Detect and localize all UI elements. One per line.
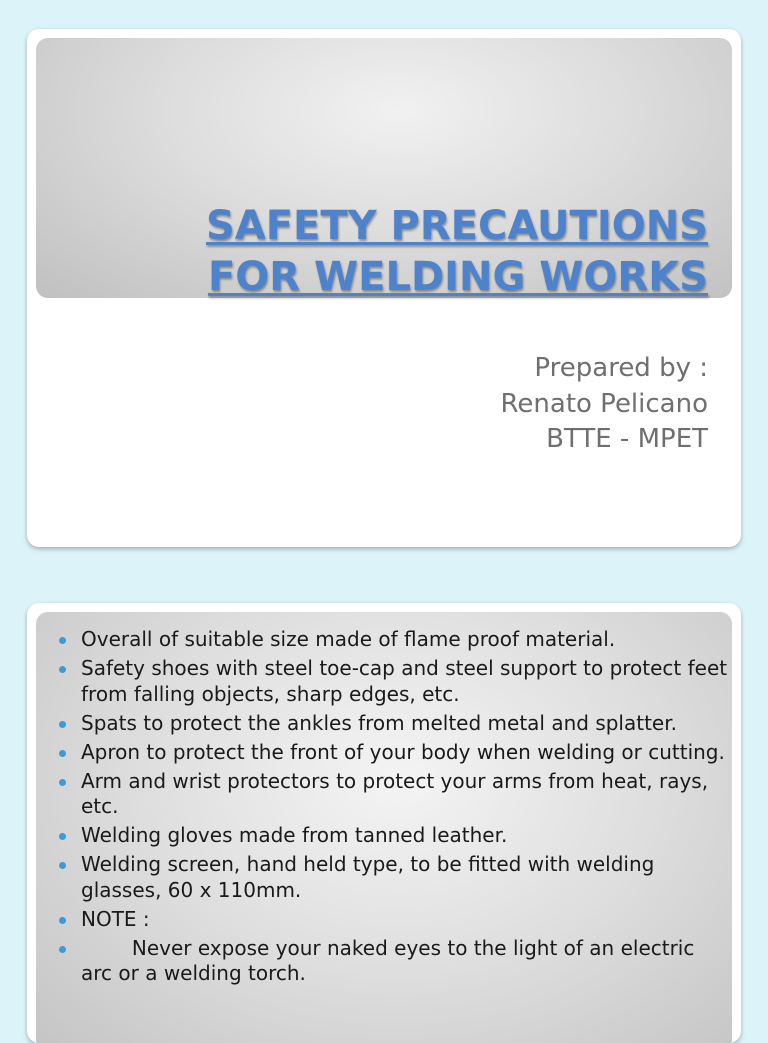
bullet-text: Never expose your naked eyes to the light of an electric arc or a welding torch. <box>81 935 701 985</box>
bullet-item <box>51 907 731 933</box>
slide-title-line-1: SAFETY PRECAUTIONS <box>205 203 708 249</box>
bullet-dot-icon <box>59 862 66 869</box>
bullet-item <box>51 769 731 820</box>
bullet-dot-icon <box>59 750 66 757</box>
bullet-dot-icon <box>59 779 66 786</box>
slide-subtitle <box>208 351 708 458</box>
bullet-dot-icon <box>59 666 66 673</box>
bullet-text: Safety shoes with steel toe-cap and steel support to protect feet from falling objects, sharp edges, etc. <box>81 656 734 706</box>
bullet-item <box>51 740 731 766</box>
bullet-text: Welding screen, hand held type, to be fitted with welding glasses, 60 x 110mm. <box>81 852 661 902</box>
bullet-text: Overall of suitable size made of flame proof material. <box>81 627 616 651</box>
bullet-text: Spats to protect the ankles from melted metal and splatter. <box>81 710 677 735</box>
slide-title <box>68 201 708 303</box>
bullet-item <box>51 823 731 849</box>
bullet-dot-icon <box>59 637 66 644</box>
title-slide[interactable] <box>27 29 741 547</box>
bullet-text: Welding gloves made from tanned leather. <box>81 823 508 847</box>
slide-title-line-2: FOR WELDING WORKS <box>207 254 708 300</box>
bullet-item <box>51 656 734 707</box>
bullet-item <box>51 936 731 987</box>
author-name: Renato Pelicano <box>500 388 708 419</box>
bullet-text: Apron to protect the front of your body when welding or cutting. <box>81 739 725 764</box>
prepared-by-label: Prepared by : <box>534 353 708 383</box>
bullet-dot-icon <box>59 946 66 953</box>
bullet-list <box>51 627 734 990</box>
content-slide[interactable] <box>27 603 741 1043</box>
bullet-dot-icon <box>59 721 66 728</box>
bullet-item <box>51 852 731 903</box>
bullet-dot-icon <box>59 917 66 924</box>
bullet-item <box>51 711 731 737</box>
bullet-text: Arm and wrist protectors to protect your arms from heat, rays, etc. <box>81 768 715 818</box>
bullet-item <box>51 627 731 653</box>
bullet-text: NOTE : <box>81 906 150 931</box>
author-affiliation: BTTE - MPET <box>546 424 708 454</box>
bullet-dot-icon <box>59 833 66 840</box>
